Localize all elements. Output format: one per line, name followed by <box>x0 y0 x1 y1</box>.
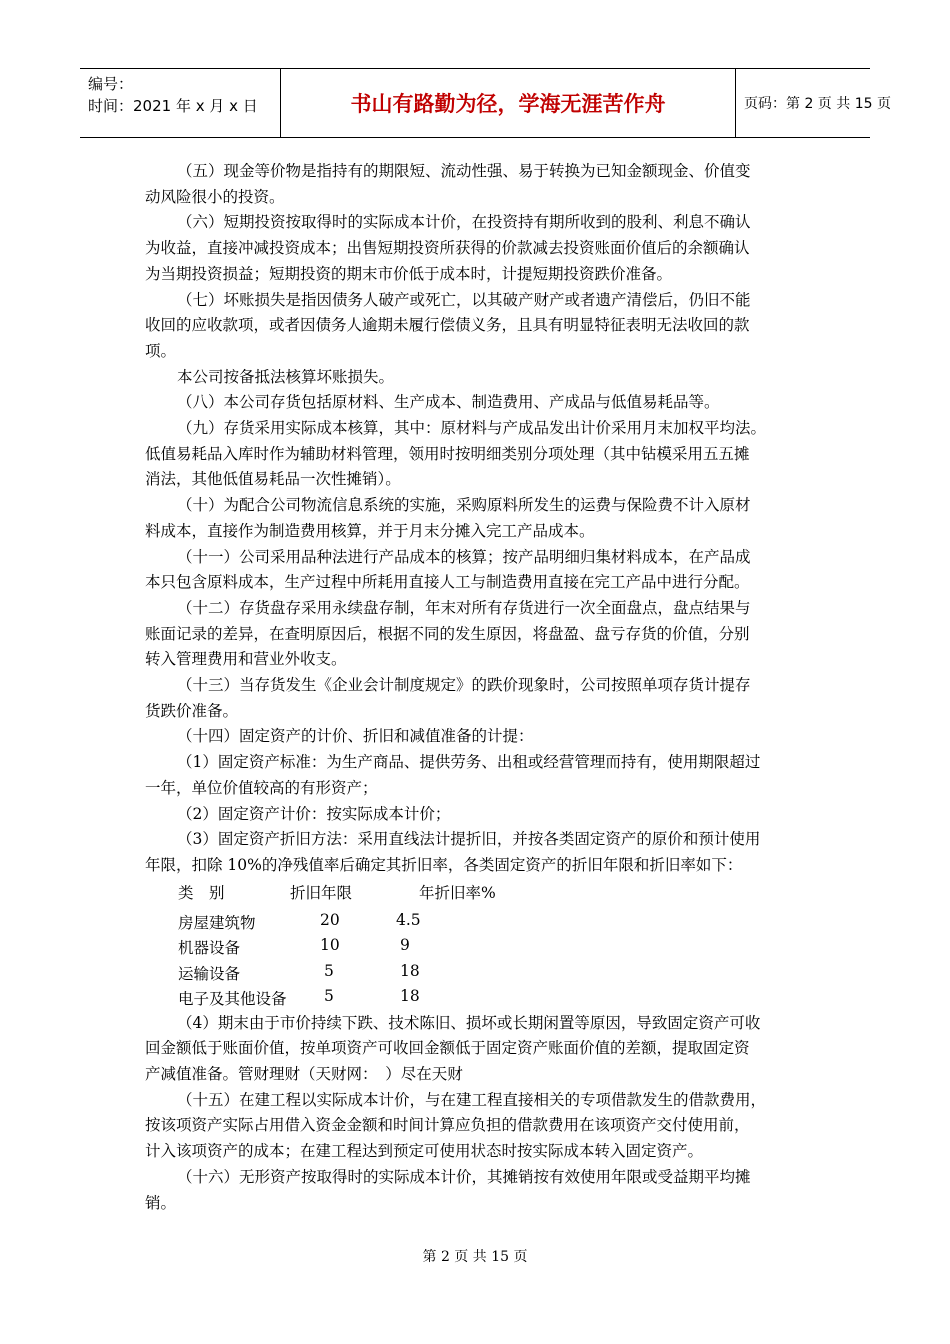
paragraph <box>145 1011 815 1088</box>
table-cell: 20 <box>320 910 340 929</box>
paragraph <box>145 365 815 391</box>
paragraph-line: 为收益，直接冲减投资成本；出售短期投资所获得的价款减去投资账面价值后的余额确认 <box>145 239 750 258</box>
table-cell: 房屋建筑物 <box>178 913 256 932</box>
paragraph <box>145 1088 815 1165</box>
paragraph <box>145 416 815 493</box>
table-cell: 运输设备 <box>178 964 241 983</box>
paragraph-line: 销。 <box>145 1193 177 1212</box>
table-header-cell: 折旧年限 <box>290 883 353 902</box>
paragraph-line: （十五）在建工程以实际成本计价，与在建工程直接相关的专项借款发生的借款费用， <box>177 1090 767 1109</box>
table-row <box>178 987 478 1012</box>
paragraph-line: （八）本公司存货包括原材料、生产成本、制造费用、产成品与低值易耗品等。 <box>177 393 720 412</box>
paragraph <box>145 802 815 828</box>
table-cell: 18 <box>400 961 420 980</box>
table-header-cell: 年折旧率% <box>419 883 496 902</box>
paragraph-line: 收回的应收款项，或者因债务人逾期未履行偿债义务，且具有明显特征表明无法收回的款 <box>145 316 750 335</box>
paragraph <box>145 596 815 673</box>
paragraph-line: 年限，扣除 10%的净残值率后确定其折旧率，各类固定资产的折旧年限和折旧率如下： <box>145 855 743 874</box>
paragraph <box>145 827 815 878</box>
paragraph-line: （十三）当存货发生《企业会计制度规定》的跌价现象时，公司按照单项存货计提存 <box>177 676 751 694</box>
table-cell: 5 <box>324 961 334 980</box>
header-page-info: 页码：第 2 页 共 15 页 <box>744 96 891 112</box>
paragraph-line: （十一）公司采用品种法进行产品成本的核算；按产品明细归集材料成本，在产品成 <box>177 547 751 566</box>
paragraph-line: 转入管理费用和营业外收支。 <box>145 650 347 669</box>
paragraph <box>145 390 815 416</box>
paragraph-line: 消法，其他低值易耗品一次性摊销）。 <box>145 470 401 489</box>
paragraph-line: （3）固定资产折旧方法：采用直线法计提折旧，并按各类固定资产的原价和预计使用 <box>177 830 761 849</box>
table-cell: 10 <box>320 935 340 954</box>
table-row <box>178 962 478 987</box>
paragraph <box>145 545 815 596</box>
header-meta <box>80 69 281 137</box>
paragraph <box>145 673 815 724</box>
document-header <box>80 68 891 138</box>
paragraph-line: （九）存货采用实际成本核算，其中：原材料与产成品发出计价采用月末加权平均法。 <box>177 419 767 437</box>
paragraph-line: 低值易耗品入库时作为辅助材料管理，领用时按明细类别分项处理（其中钻模采用五五摊 <box>145 444 750 463</box>
table-row <box>178 911 478 936</box>
paragraph-line: 计入该项资产的成本；在建工程达到预定可使用状态时按实际成本转入固定资产。 <box>145 1142 704 1161</box>
paragraph-line: （十二）存货盘存采用永续盘存制，年末对所有存货进行一次全面盘点，盘点结果与 <box>177 598 751 617</box>
table-row <box>178 936 478 961</box>
paragraph-line: （七）坏账损失是指因债务人破产或死亡，以其破产财产或者遗产清偿后，仍旧不能 <box>177 290 751 309</box>
paragraph-line: （六）短期投资按取得时的实际成本计价，在投资持有期所收到的股利、利息不确认 <box>177 213 751 232</box>
table-header-cell: 类 别 <box>178 883 225 902</box>
paragraph <box>145 210 815 287</box>
paragraph <box>145 1165 815 1216</box>
table-cell: 电子及其他设备 <box>178 989 287 1008</box>
paragraph <box>145 159 815 210</box>
paragraph-line: 为当期投资损益；短期投资的期末市价低于成本时，计提短期投资跌价准备。 <box>145 264 673 283</box>
table-cell: 机器设备 <box>178 938 241 957</box>
paragraph-line: （十）为配合公司物流信息系统的实施，采购原料所发生的运费与保险费不计入原材 <box>177 496 751 515</box>
table-header-row <box>178 881 496 906</box>
paragraph-line: （1）固定资产标准：为生产商品、提供劳务、出租或经营管理而持有，使用期限超过 <box>177 753 761 772</box>
paragraph-line: 料成本，直接作为制造费用核算，并于月末分摊入完工产品成本。 <box>145 521 595 540</box>
paragraph-line: （十四）固定资产的计价、折旧和减值准备的计提： <box>177 727 534 746</box>
paragraph-line: （十六）无形资产按取得时的实际成本计价，其摊销按有效使用年限或受益期平均摊 <box>177 1167 751 1186</box>
paragraph-line: 项。 <box>145 341 177 360</box>
date-label: 时间：2021 年 x 月 x 日 <box>88 97 258 115</box>
paragraph-line: 一年，单位价值较高的有形资产； <box>145 778 378 797</box>
page-footer: 第 2 页 共 15 页 <box>422 1249 528 1265</box>
table-cell: 9 <box>400 935 410 954</box>
paragraph-line: 本公司按备抵法核算坏账损失。 <box>177 367 395 386</box>
paragraph-line: 产减值准备。管财理财（天财网： ）尽在天财 <box>145 1065 463 1083</box>
paragraph-line: （4）期末由于市价持续下跌、技术陈旧、损坏或长期闲置等原因，导致固定资产可收 <box>177 1013 761 1032</box>
table-cell: 18 <box>400 986 420 1005</box>
paragraph-line: 账面记录的差异，在查明原因后，根据不同的发生原因，将盘盈、盘亏存货的价值，分别 <box>145 624 750 643</box>
paragraph-line: （五）现金等价物是指持有的期限短、流动性强、易于转换为已知金额现金、价值变 <box>177 162 751 180</box>
table-cell: 5 <box>324 986 334 1005</box>
paragraph <box>145 493 815 544</box>
paragraph <box>145 724 815 750</box>
table-cell: 4.5 <box>396 910 421 929</box>
paragraph-line: 货跌价准备。 <box>145 701 239 720</box>
paragraph-line: （2）固定资产计价：按实际成本计价； <box>177 804 451 823</box>
paragraph-line: 本只包含原料成本，生产过程中所耗用直接人工与制造费用直接在完工产品中进行分配。 <box>145 573 750 592</box>
paragraph-line: 按该项资产实际占用借入资金金额和时间计算应负担的借款费用在该项资产交付使用前， <box>145 1116 750 1135</box>
number-label: 编号： <box>88 75 134 93</box>
paragraph <box>145 288 815 365</box>
paragraph-line: 动风险很小的投资。 <box>145 187 285 206</box>
paragraph-line: 回金额低于账面价值，按单项资产可收回金额低于固定资产账面价值的差额，提取固定资 <box>145 1039 750 1058</box>
paragraph <box>145 750 815 801</box>
header-motto: 书山有路勤为径，学海无涯苦作舟 <box>281 69 736 137</box>
